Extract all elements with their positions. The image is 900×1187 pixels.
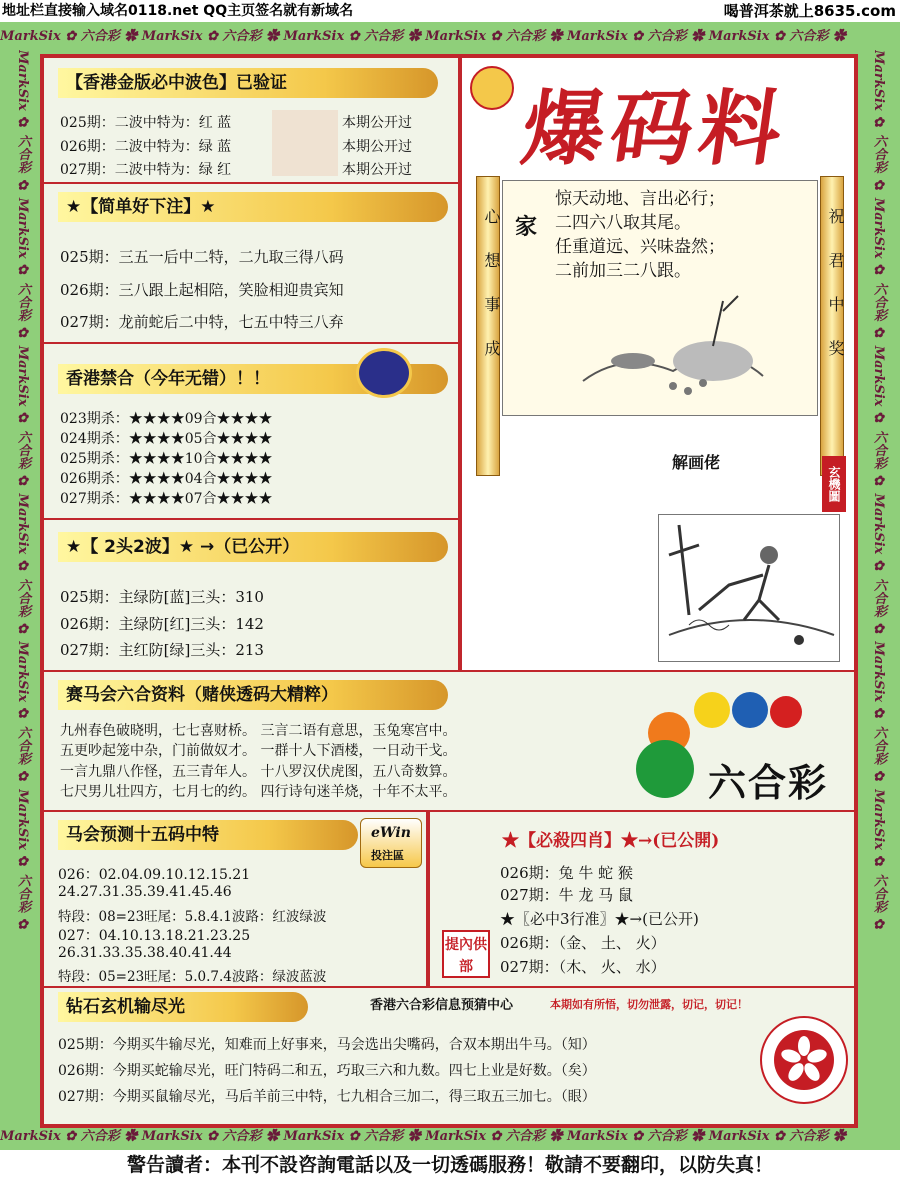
- poem-line: 二前加三二八跟。: [555, 261, 691, 281]
- poem-line: 任重道远、兴味盎然；: [555, 237, 725, 257]
- poem-tag: 家: [515, 214, 538, 240]
- top-bar: [0, 0, 900, 22]
- row-text: 025期：主绿防[蓝]三头：310: [60, 588, 264, 606]
- ball-green: [636, 740, 694, 798]
- row-text: 026期：兔 牛 蛇 猴: [500, 864, 633, 882]
- row-text: 027：04.10.13.18.21.23.25: [58, 928, 251, 944]
- border-strip-bottom: MarkSix ✿ 六合彩 ✿ MarkSix ✿ 六合彩 ✿ MarkSix ✿ 六合彩 ✿ MarkSix ✿ 六合彩 ✿ MarkSix ✿ 六合彩 ✿ MarkSix ✿ 六合彩 ✿: [0, 1129, 846, 1144]
- row-text: 026期：三八跟上起相陪，笑脸相迎贵宾知: [60, 281, 344, 299]
- section-diamond: [42, 986, 856, 1126]
- section-horse-club: [42, 670, 856, 812]
- section-title: 赛马会六合资料（赌侠透码大精粹）: [58, 680, 448, 710]
- scroll-text-right: 祝君中奖: [826, 208, 845, 384]
- row-text: 025期杀：★★★★10合★★★★: [60, 451, 273, 467]
- poem-line: 惊天动地、言出必行；: [555, 189, 725, 209]
- caption-label: 解画佬: [672, 453, 721, 472]
- section-title: 【香港金版必中波色】已验证: [58, 68, 438, 98]
- section-title: 香港禁合（今年无错）！！: [58, 364, 448, 394]
- section-title: ★【 2头2波】★ →（已公开）: [58, 532, 448, 562]
- ink-landscape-image: [563, 291, 783, 411]
- section-kill-four: [428, 810, 856, 988]
- border-strip-left: MarkSix ✿ 六合彩 ✿ MarkSix ✿ 六合彩 ✿ MarkSix ✿ 六合彩 ✿ MarkSix ✿ 六合彩 ✿ MarkSix ✿ 六合彩 ✿ MarkSix ✿ 六合彩 ✿: [15, 50, 30, 933]
- mystery-badge: 玄機圖: [822, 456, 846, 512]
- top-bar-right: 喝普洱茶就上8635.com: [723, 2, 896, 20]
- row-text: 027期：龙前蛇后二中特，七五中特三八弃: [60, 313, 344, 331]
- row-text: 五更吵起笼中杂，门前做奴才。 一群十人下酒楼，一日动干戈。: [60, 743, 457, 759]
- row-text: 九州春色破晓明，七七喜财桥。 三言二语有意思，玉兔寒宫中。: [60, 723, 457, 739]
- row-text: 027期：牛 龙 马 鼠: [500, 886, 633, 904]
- row-text: 24.27.31.35.39.41.45.46: [58, 884, 232, 900]
- poem-scroll: [502, 180, 818, 416]
- row-status: 本期公开过: [342, 139, 412, 155]
- section-code-material: [460, 56, 856, 672]
- top-bar-left: 地址栏直接输入域名0118.net QQ主页签名就有新域名: [2, 3, 354, 19]
- poem-line: 二四六八取其尾。: [555, 213, 691, 233]
- row-text: 024期杀：★★★★05合★★★★: [60, 431, 273, 447]
- internal-badge: 提內供部: [442, 930, 490, 978]
- section-title: 钻石玄机输尽光: [58, 992, 308, 1022]
- row-text: 七尺男儿壮四方，七月七的约。 四行诗句迷羊烧，十年不太平。: [60, 784, 457, 800]
- notice-text: 本期如有所悟，切勿泄露，切记，切记！: [550, 998, 748, 1011]
- sub-title: ★〖必中3行准〗★→(已公开): [500, 910, 699, 928]
- section-wave-color: [42, 56, 460, 184]
- row-status: 本期公开过: [342, 162, 412, 178]
- ewin-sub-text: 投注區: [371, 849, 404, 862]
- border-strip-top: MarkSix ✿ 六合彩 ✿ MarkSix ✿ 六合彩 ✿ MarkSix ✿ 六合彩 ✿ MarkSix ✿ 六合彩 ✿ MarkSix ✿ 六合彩 ✿ MarkSix ✿ 六合彩 ✿: [0, 29, 846, 44]
- center-name: 香港六合彩信息预猜中心: [370, 998, 514, 1013]
- ewin-logo: [360, 818, 422, 868]
- row-text: 特段：05=23旺尾：5.0.7.4波路：绿波蓝波: [58, 969, 327, 985]
- row-text: 027期：二波中特为：绿 红: [60, 162, 232, 178]
- row-text: 025期：三五一后中二特，二九取三得八码: [60, 248, 344, 266]
- section-title: ★【必殺四肖】★→(已公開): [502, 831, 720, 851]
- ball-yellow: [694, 692, 730, 728]
- row-status: 本期公开过: [342, 115, 412, 131]
- section-two-heads: [42, 518, 460, 672]
- row-text: 027期：今期买鼠输尽光，马后羊前三中特，七九相合三加二，得三取五三加七。（眼）: [58, 1089, 596, 1105]
- row-text: 025期：今期买牛输尽光，知难而上好事来，马会选出尖嘴码，合双本期出牛马。（知）: [58, 1037, 596, 1053]
- warning-banner: 警告讀者：本刊不設咨詢電話以及一切透碼服務！敬請不要翻印，以防失真！: [0, 1150, 900, 1187]
- scroll-text-left: 心想事成: [482, 208, 501, 384]
- emblem-icon: [356, 348, 412, 398]
- border-strip-right: MarkSix ✿ 六合彩 ✿ MarkSix ✿ 六合彩 ✿ MarkSix ✿ 六合彩 ✿ MarkSix ✿ 六合彩 ✿ MarkSix ✿ 六合彩 ✿ MarkSix ✿ 六合彩 ✿: [871, 50, 886, 933]
- row-text: 026期：（金、 土、 火）: [500, 934, 666, 952]
- row-text: 26.31.33.35.38.40.41.44: [58, 945, 232, 961]
- ewin-text: eWin: [371, 825, 411, 841]
- row-text: 026期杀：★★★★04合★★★★: [60, 471, 273, 487]
- row-text: 特段：08=23旺尾：5.8.4.1波路：红波绿波: [58, 909, 327, 925]
- row-text: 025期：二波中特为：红 蓝: [60, 115, 232, 131]
- row-text: 027期：（木、 火、 水）: [500, 958, 666, 976]
- ball-blue: [732, 692, 768, 728]
- row-text: 026期：二波中特为：绿 蓝: [60, 139, 232, 155]
- row-text: 026期：主绿防[红]三头：142: [60, 615, 264, 633]
- row-text: 027期：主红防[绿]三头：213: [60, 641, 264, 659]
- hidden-block: [272, 110, 338, 176]
- row-text: 026期：今期买蛇输尽光，旺门特码二和五，巧取三六和九数。四七上业是好数。（矣）: [58, 1063, 596, 1079]
- ball-red: [770, 696, 802, 728]
- row-text: 023期杀：★★★★09合★★★★: [60, 411, 273, 427]
- bauhinia-seal-icon: [760, 1016, 848, 1104]
- lottery-logo: 六合彩: [708, 760, 829, 805]
- row-text: 026：02.04.09.10.12.15.21: [58, 867, 251, 883]
- page-title: 爆码料: [516, 81, 794, 177]
- section-title: ★【简单好下注】★: [58, 192, 448, 222]
- mascot-icon: [470, 66, 514, 110]
- section-title: 马会预测十五码中特: [58, 820, 358, 850]
- mystery-image: [658, 514, 840, 662]
- row-text: 027期杀：★★★★07合★★★★: [60, 491, 273, 507]
- row-text: 一言九鼎八作怪，五三青年人。 十八罗汉伏虎图，五八奇数算。: [60, 764, 457, 780]
- section-easy-bet: [42, 182, 460, 344]
- section-fifteen-codes: [42, 810, 428, 988]
- section-forbidden: [42, 342, 460, 520]
